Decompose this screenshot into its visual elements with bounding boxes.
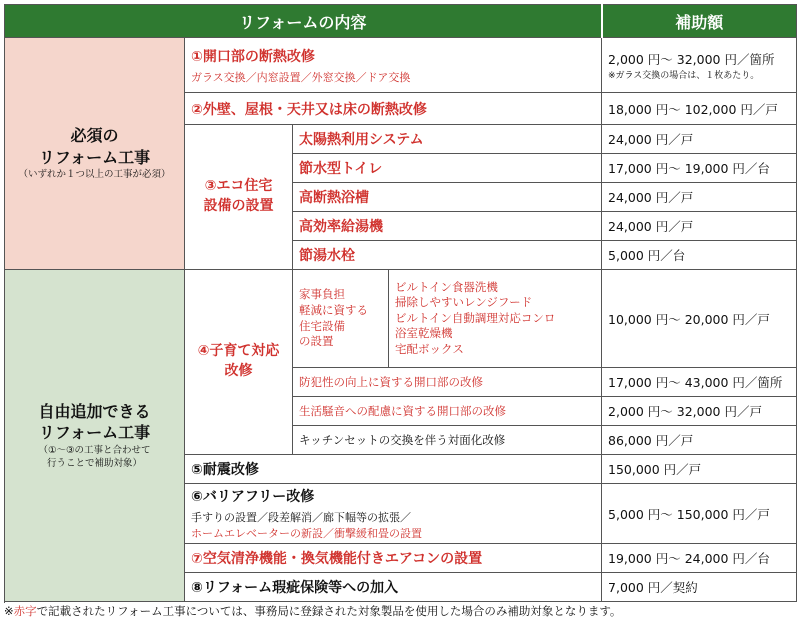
optional-note-2: 行うことで補助対象） [46,458,142,470]
list-item: ビルトイン食器洗機 [395,279,498,294]
housework-label-line: 軽減に資する [299,302,368,317]
optional-title-2: リフォーム工事 [38,423,151,443]
list-item: 掃除しやすいレンジフード [395,295,533,310]
item-1-amount-cell [602,38,797,93]
table-row [5,38,797,93]
eco-item-water-heater-amount: 24,000 円／戸 [602,212,797,241]
noise-amount: 2,000 円～ 32,000 円／戸 [602,397,797,426]
item-1-title: ①開口部の断熱改修 [191,48,315,65]
item-2-amount: 18,000 円～ 102,000 円／戸 [602,93,797,125]
footnote-text: で記載されたリフォーム工事については、事務局に登録された対象製品を使用した場合のみ補助対象となります。 [36,604,622,618]
housework-label-line: 住宅設備 [299,318,345,333]
item-8-title: ⑧リフォーム瑕疵保険等への加入 [185,573,602,602]
eco-item-bathtub: 高断熱浴槽 [293,183,602,212]
item-3-label-1: ③エコ住宅 [204,178,273,195]
item-3-label [185,125,293,270]
footnote [4,603,621,619]
housework-label-line: の設置 [299,334,334,349]
table-header-row [5,5,797,38]
required-title-1: 必須の [70,126,119,146]
reform-subsidy-table [4,4,797,602]
item-5-amount: 150,000 円／戸 [602,455,797,484]
housework-label-line: 家事負担 [299,287,345,302]
crime-item: 防犯性の向上に資する開口部の改修 [293,368,602,397]
item-7-amount: 19,000 円～ 24,000 円／台 [602,544,797,573]
item-7-title: ⑦空気清浄機能・換気機能付きエアコンの設置 [185,544,602,573]
eco-item-toilet-amount: 17,000 円～ 19,000 円／台 [602,154,797,183]
item-6-title: ⑥バリアフリー改修 [191,489,315,505]
eco-item-bathtub-amount: 24,000 円／戸 [602,183,797,212]
required-title-2: リフォーム工事 [38,147,151,167]
eco-item-toilet: 節水型トイレ [293,154,602,183]
list-item: 浴室乾燥機 [395,326,453,341]
optional-note-1: （①～③の工事と合わせて [38,444,151,456]
noise-item: 生活騒音への配慮に資する開口部の改修 [293,397,602,426]
item-2-title: ②外壁、屋根・天井又は床の断熱改修 [191,101,427,118]
item-1-cell [185,38,602,93]
item-4-label-1: ④子育て対応 [197,343,280,360]
eco-item-faucet-amount: 5,000 円／台 [602,241,797,270]
item-1-sub: ガラス交換／内窓設置／外窓交換／ドア交換 [191,70,411,84]
table-row [5,270,797,368]
item-6-cell [185,484,602,544]
item-1-amount: 2,000 円～ 32,000 円／箇所 [608,52,775,67]
eco-item-solar-amount: 24,000 円／戸 [602,125,797,154]
crime-amount: 17,000 円～ 43,000 円／箇所 [602,368,797,397]
kitchen-item: キッチンセットの交換を伴う対面化改修 [293,426,602,455]
item-8-amount: 7,000 円／契約 [602,573,797,602]
item-3-label-2: 設備の設置 [203,198,274,214]
eco-item-faucet: 節湯水栓 [293,241,602,270]
item-1-amount-note: ※ガラス交換の場合は、１枚あたり。 [608,71,760,81]
list-item: 宅配ボックス [395,341,464,356]
list-item: ビルトイン自動調理対応コンロ [395,310,556,325]
item-6-amount: 5,000 円～ 150,000 円／戸 [602,484,797,544]
optional-title-1: 自由追加できる [38,401,151,421]
required-note: （いずれか１つ以上の工事が必須） [18,169,171,181]
item-2-cell [185,93,602,125]
item-6-sub-1: 手すりの設置／段差解消／廊下幅等の拡張／ [191,511,411,524]
optional-category [5,270,185,602]
eco-item-water-heater: 高効率給湯機 [293,212,602,241]
header-subsidy: 補助額 [602,5,797,38]
footnote-red: 赤字 [13,604,37,618]
housework-amount: 10,000 円～ 20,000 円／戸 [602,270,797,368]
header-content: リフォームの内容 [5,5,602,38]
item-4-label-2: 改修 [224,363,253,379]
kitchen-amount: 86,000 円／戸 [602,426,797,455]
housework-label [293,270,389,368]
item-5-title: ⑤耐震改修 [185,455,602,484]
item-6-sub-2: ホームエレベーターの新設／衝撃緩和畳の設置 [191,527,422,540]
required-category [5,38,185,270]
item-4-label [185,270,293,455]
footnote-prefix: ※ [4,604,14,618]
eco-item-solar: 太陽熱利用システム [293,125,602,154]
housework-list [389,270,602,368]
